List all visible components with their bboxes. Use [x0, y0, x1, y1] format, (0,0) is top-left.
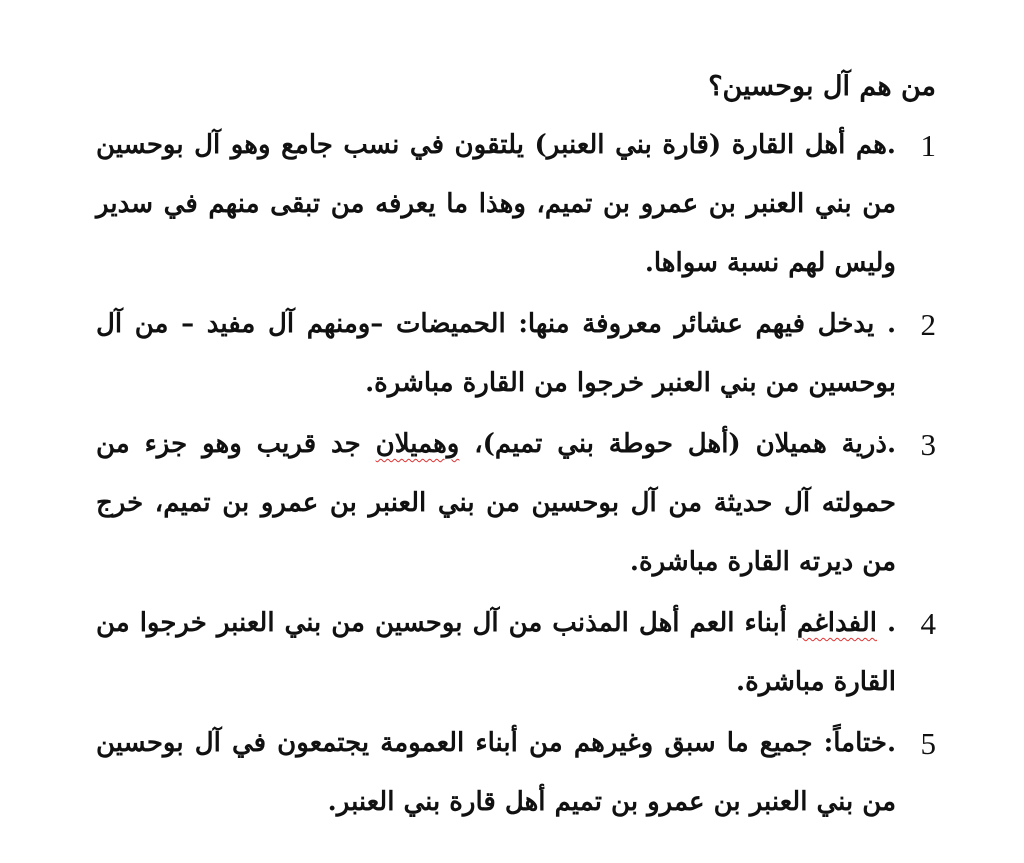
item-text-start: .ذرية هميلان (أهل حوطة بني تميم)،: [459, 429, 896, 459]
document-heading: من هم آل بوحسين؟: [708, 71, 936, 102]
list-item-5: [96, 714, 936, 832]
item-number: 2: [920, 307, 936, 342]
item-number: 1: [920, 128, 936, 163]
spellcheck-marked-word[interactable]: الفداغم: [796, 608, 877, 638]
spellcheck-marked-word[interactable]: وهميلان: [375, 429, 460, 459]
item-text-start: .: [876, 608, 897, 638]
numbered-list: [96, 116, 936, 832]
item-text: .هم أهل القارة (قارة بني العنبر) يلتقون في نسب جامع وهو آل بوحسين من بني العنبر بن عمرو بن تميم، وهذا ما يعرفه من تبقى منهم في سدير وليس لهم نسبة سواها.: [96, 130, 896, 278]
list-item-1: [96, 116, 936, 293]
item-number: 5: [920, 726, 936, 761]
list-item-4: [96, 594, 936, 712]
list-item-2: [96, 295, 936, 413]
item-text-end: جد قريب وهو جزء من حمولته آل حديثة من آل بوحسين من بني العنبر بن عمرو بن تميم، خرج من ديرته القارة مباشرة.: [96, 429, 896, 577]
item-number: 4: [920, 606, 936, 641]
list-item-3: [96, 415, 936, 592]
item-text-end: أبناء العم أهل المذنب من آل بوحسين من بني العنبر خرجوا من القارة مباشرة.: [96, 608, 896, 697]
item-text: . يدخل فيهم عشائر معروفة منها: الحميضات –ومنهم آل مفيد – من آل بوحسين من بني العنبر خرجوا من القارة مباشرة.: [96, 309, 896, 398]
item-text: .ختاماً: جميع ما سبق وغيرهم من أبناء العمومة يجتمعون في آل بوحسين من بني العنبر بن عمرو بن تميم أهل قارة بني العنبر.: [96, 728, 896, 817]
item-number: 3: [920, 427, 936, 462]
